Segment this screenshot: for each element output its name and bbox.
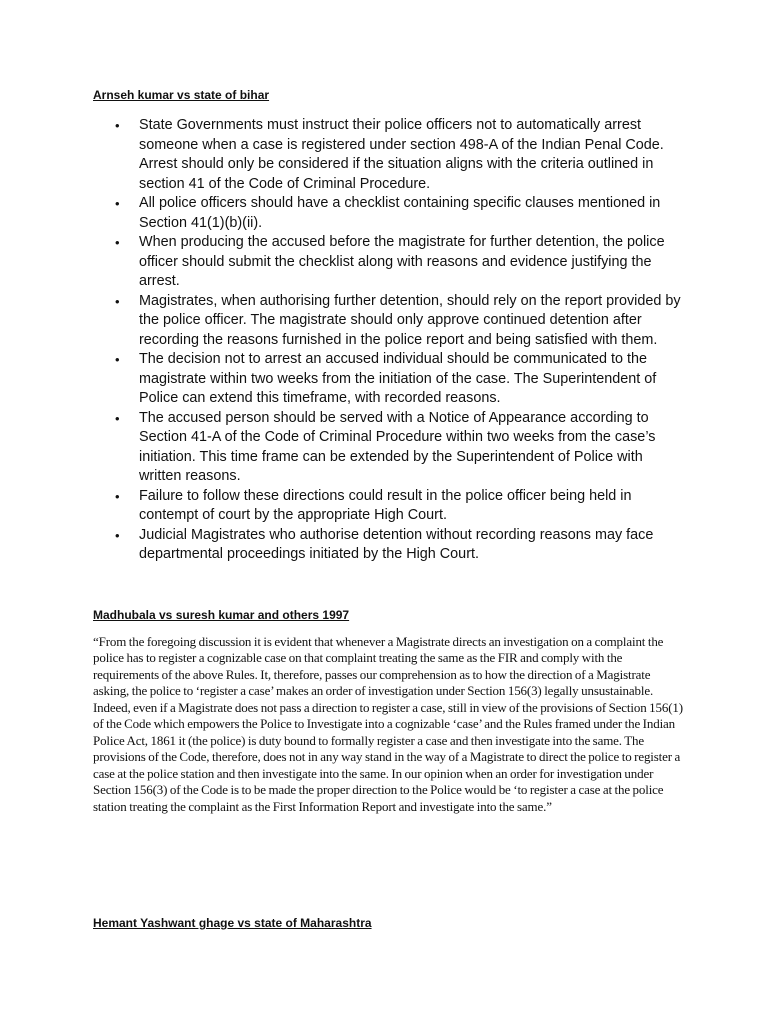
section-heading-madhubala: Madhubala vs suresh kumar and others 1997 <box>93 608 350 622</box>
bullet-icon: • <box>115 118 120 133</box>
list-item <box>115 487 681 526</box>
section-heading-arnesh-kumar: Arnseh kumar vs state of bihar <box>93 88 270 102</box>
list-item-text: Judicial Magistrates who authorise detention without recording reasons may face departmental proceedings initiated by the High Court. <box>139 526 654 562</box>
list-item <box>115 409 681 487</box>
list-item <box>115 116 681 194</box>
bullet-icon: • <box>115 196 120 211</box>
list-item <box>115 350 681 409</box>
list-item-text: All police officers should have a checklist containing specific clauses mentioned in Section 41(1)(b)(ii). <box>139 195 661 231</box>
bullet-icon: • <box>115 488 120 504</box>
list-item-text: The accused person should be served with a Notice of Appearance according to Section 41-A of the Code of Criminal Procedure within two weeks from the case’s initiation. This time frame can be extended by the Superintendent of Police with written reasons. <box>139 409 656 484</box>
list-item-text: When producing the accused before the magistrate for further detention, the police officer should submit the checklist along with reasons and evidence justifying the arrest. <box>139 234 665 289</box>
section-heading-hemant-ghage: Hemant Yashwant ghage vs state of Maharashtra <box>93 916 372 930</box>
directions-bullet-list <box>115 116 681 565</box>
judgment-quote: “From the foregoing discussion it is evident that whenever a Magistrate directs an investigation on a complaint the police has to register a cognizable case on that complaint treating the same as the FIR and comply with the requirements of the above Rules. It, therefore, passes our comprehension as to how the direction of a Magistrate asking, the police to ‘register a case’ makes an order of investigation under Section 156(3) legally unsustainable. Indeed, even if a Magistrate does not pass a direction to register a case, still in view of the provisions of Section 156(1) of the Code which empowers the Police to Investigate into a cognizable ‘case’ and the Rules framed under the Indian Police Act, 1861 it (the police) is duty bound to formally register a case and then investigate into the same. The provisions of the Code, therefore, does not in any way stand in the way of a Magistrate to direct the police to register a case at the police station and then investigate into the same. In our opinion when an order for investigation under Section 156(3) of the Code is to be made the proper direction to the Police would be ‘to register a case at the police station treating the complaint as the First Information Report and investigate into the same.” <box>93 634 683 814</box>
list-item <box>115 526 681 565</box>
list-item <box>115 292 681 351</box>
bullet-icon: • <box>115 235 120 250</box>
list-item-text: The decision not to arrest an accused individual should be communicated to the magistrate within two weeks from the initiation of the case. The Superintendent of Police can extend this timeframe, with recorded reasons. <box>139 351 657 406</box>
bullet-icon: • <box>115 527 120 543</box>
bullet-icon: • <box>115 352 120 367</box>
bullet-icon: • <box>115 293 120 309</box>
bullet-icon: • <box>115 410 120 426</box>
list-item <box>115 233 681 292</box>
list-item-text: State Governments must instruct their police officers not to automatically arrest someone when a case is registered under section 498-A of the Indian Penal Code. Arrest should only be considered if the situation aligns with the criteria outlined in section 41 of the Code of Criminal Procedure. <box>139 117 664 192</box>
list-item <box>115 194 681 233</box>
list-item-text: Magistrates, when authorising further detention, should rely on the report provided by the police officer. The magistrate should only approve continued detention after recording the reasons furnished in the police report and being satisfied with them. <box>139 292 681 348</box>
list-item-text: Failure to follow these directions could result in the police officer being held in contempt of court by the appropriate High Court. <box>139 487 632 523</box>
